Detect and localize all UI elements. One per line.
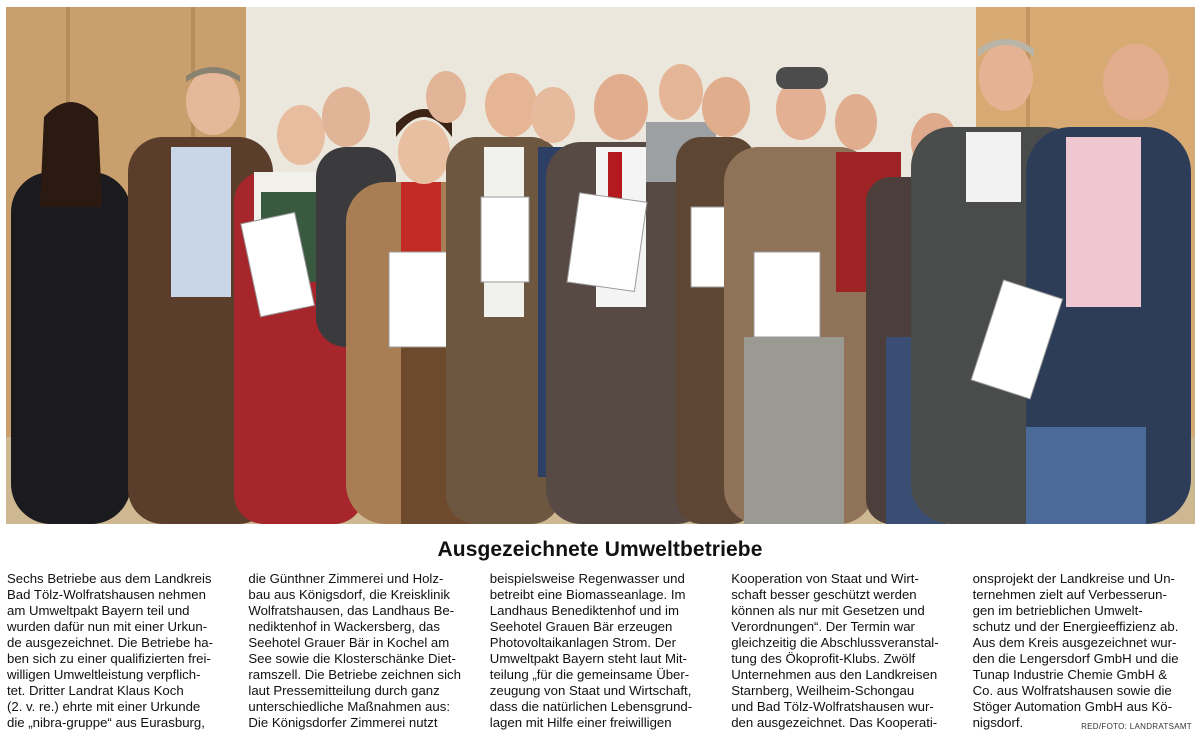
article-body: [7, 571, 1194, 735]
article-column-4: Kooperation von Staat und Wirt- schaft besser geschützt werden können als nur mit Gesetzen und Verordnungen“. Der Termin war gleichzeitig die Abschlussveranstal- tung des Ökoprofit-Klubs. Zwölf Unternehmen aus den Landkreisen Starnberg, Weilheim-Schongau und Bad Tölz-Wolfratshausen wur- den ausgezeichnet. Das Kooperati-: [731, 571, 939, 730]
article-column-5: onsprojekt der Landkreise und Un- ternehmen zielt auf Verbesserun- gen im betrieblichen Umwelt- schutz und der Energieeffizienz ab. Aus dem Kreis ausgezeichnet wur- den die Lengersdorf GmbH und die Tunap Industrie Chemie GmbH & Co. aus Wolfratshausen sowie die Stöger Automation GmbH aus Kö- nigsdorf.: [972, 571, 1179, 730]
photo-credit: RED/FOTO: LANDRATSAMT: [1081, 722, 1192, 731]
group-photo: [6, 7, 1195, 524]
article-column-1: Sechs Betriebe aus dem Landkreis Bad Tölz-Wolfratshausen nehmen am Umweltpakt Bayern teil und wurden dafür nun mit einer Urkun- de ausgezeichnet. Die Betriebe ha- ben sich zu einer qualifizierten frei- willigen Umweltleistung verpflich- tet. Dritter Landrat Klaus Koch (2. v. re.) ehrte mit einer Urkunde die „nibra-gruppe“ aus Eurasburg,: [7, 571, 214, 730]
article-column-3: beispielsweise Regenwasser und betreibt eine Biomasseanlage. Im Landhaus Benediktenhof und im Seehotel Grauen Bär erzeugen Photovoltaikanlagen Strom. Der Umweltpakt Bayern steht laut Mit- teilung „für die gemeinsame Über- zeugung von Staat und Wirtschaft, dass die natürlichen Lebensgrund- lagen mit Hilfe einer freiwilligen: [489, 571, 693, 730]
headline: Ausgezeichnete Umweltbetriebe: [437, 538, 763, 561]
group-photo-image-icon: [6, 7, 1195, 524]
article-column-2: die Günthner Zimmerei und Holz- bau aus Königsdorf, die Kreisklinik Wolfratshausen, das Landhaus Be- nediktenhof in Wackersberg, das Seehotel Grauer Bär in Kochel am See sowie die Klosterschänke Diet- ramszell. Die Betriebe zeichnen sich laut Pressemitteilung durch ganz unterschiedliche Maßnahmen aus: Die Königsdorfer Zimmerei nutzt: [248, 571, 461, 730]
